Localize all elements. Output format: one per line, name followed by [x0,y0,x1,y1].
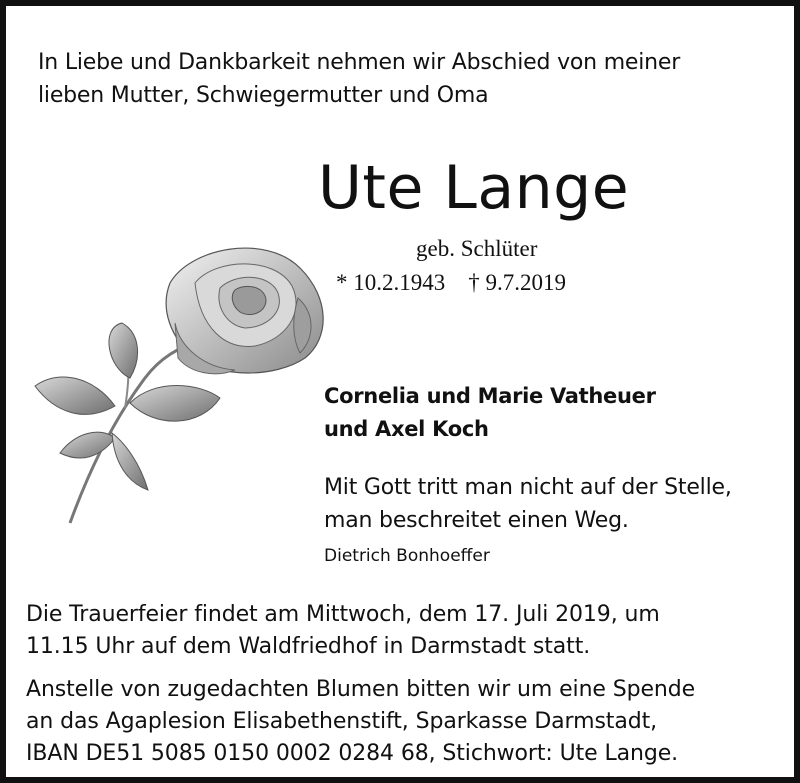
quote-line: Mit Gott tritt man nicht auf der Stelle, [324,475,732,500]
donation-line: an das Agaplesion Elisabethenstift, Sparkasse Darmstadt, [26,709,657,734]
leaf-top [109,323,138,378]
death-date: † 9.7.2019 [468,270,566,295]
deceased-name: Ute Lange [318,153,630,223]
ceremony-line: 11.15 Uhr auf dem Waldfriedhof in Darmstadt statt. [26,634,591,659]
leaf-lower-left [60,432,115,458]
donation-line: IBAN DE51 5085 0150 0002 0284 68, Stichwort: Ute Lange. [26,741,679,766]
donation-line: Anstelle von zugedachten Blumen bitten wir um eine Spende [26,677,696,702]
mourners-line: Cornelia und Marie Vatheuer [324,384,656,408]
ceremony-info [26,599,786,663]
rose-head [166,248,323,374]
leaf-lower-right [112,433,148,490]
donation-info [26,674,786,770]
intro-line: lieben Mutter, Schwiegermutter und Oma [38,83,489,108]
ceremony-line: Die Trauerfeier findet am Mittwoch, dem 17. Juli 2019, um [26,602,660,627]
life-dates [336,268,566,298]
mourners [324,380,656,446]
leaf-left [35,377,115,414]
intro-text [38,46,778,112]
intro-line: In Liebe und Dankbarkeit nehmen wir Abschied von meiner [38,50,681,75]
rose-illustration [30,228,330,528]
quote-author: Dietrich Bonhoeffer [324,546,490,566]
leaf-right [130,386,220,422]
quote-line: man beschreitet einen Weg. [324,508,629,533]
quote [324,471,732,537]
birth-name: geb. Schlüter [416,236,538,261]
mourners-line: und Axel Koch [324,417,489,441]
birth-date: * 10.2.1943 [336,270,446,295]
